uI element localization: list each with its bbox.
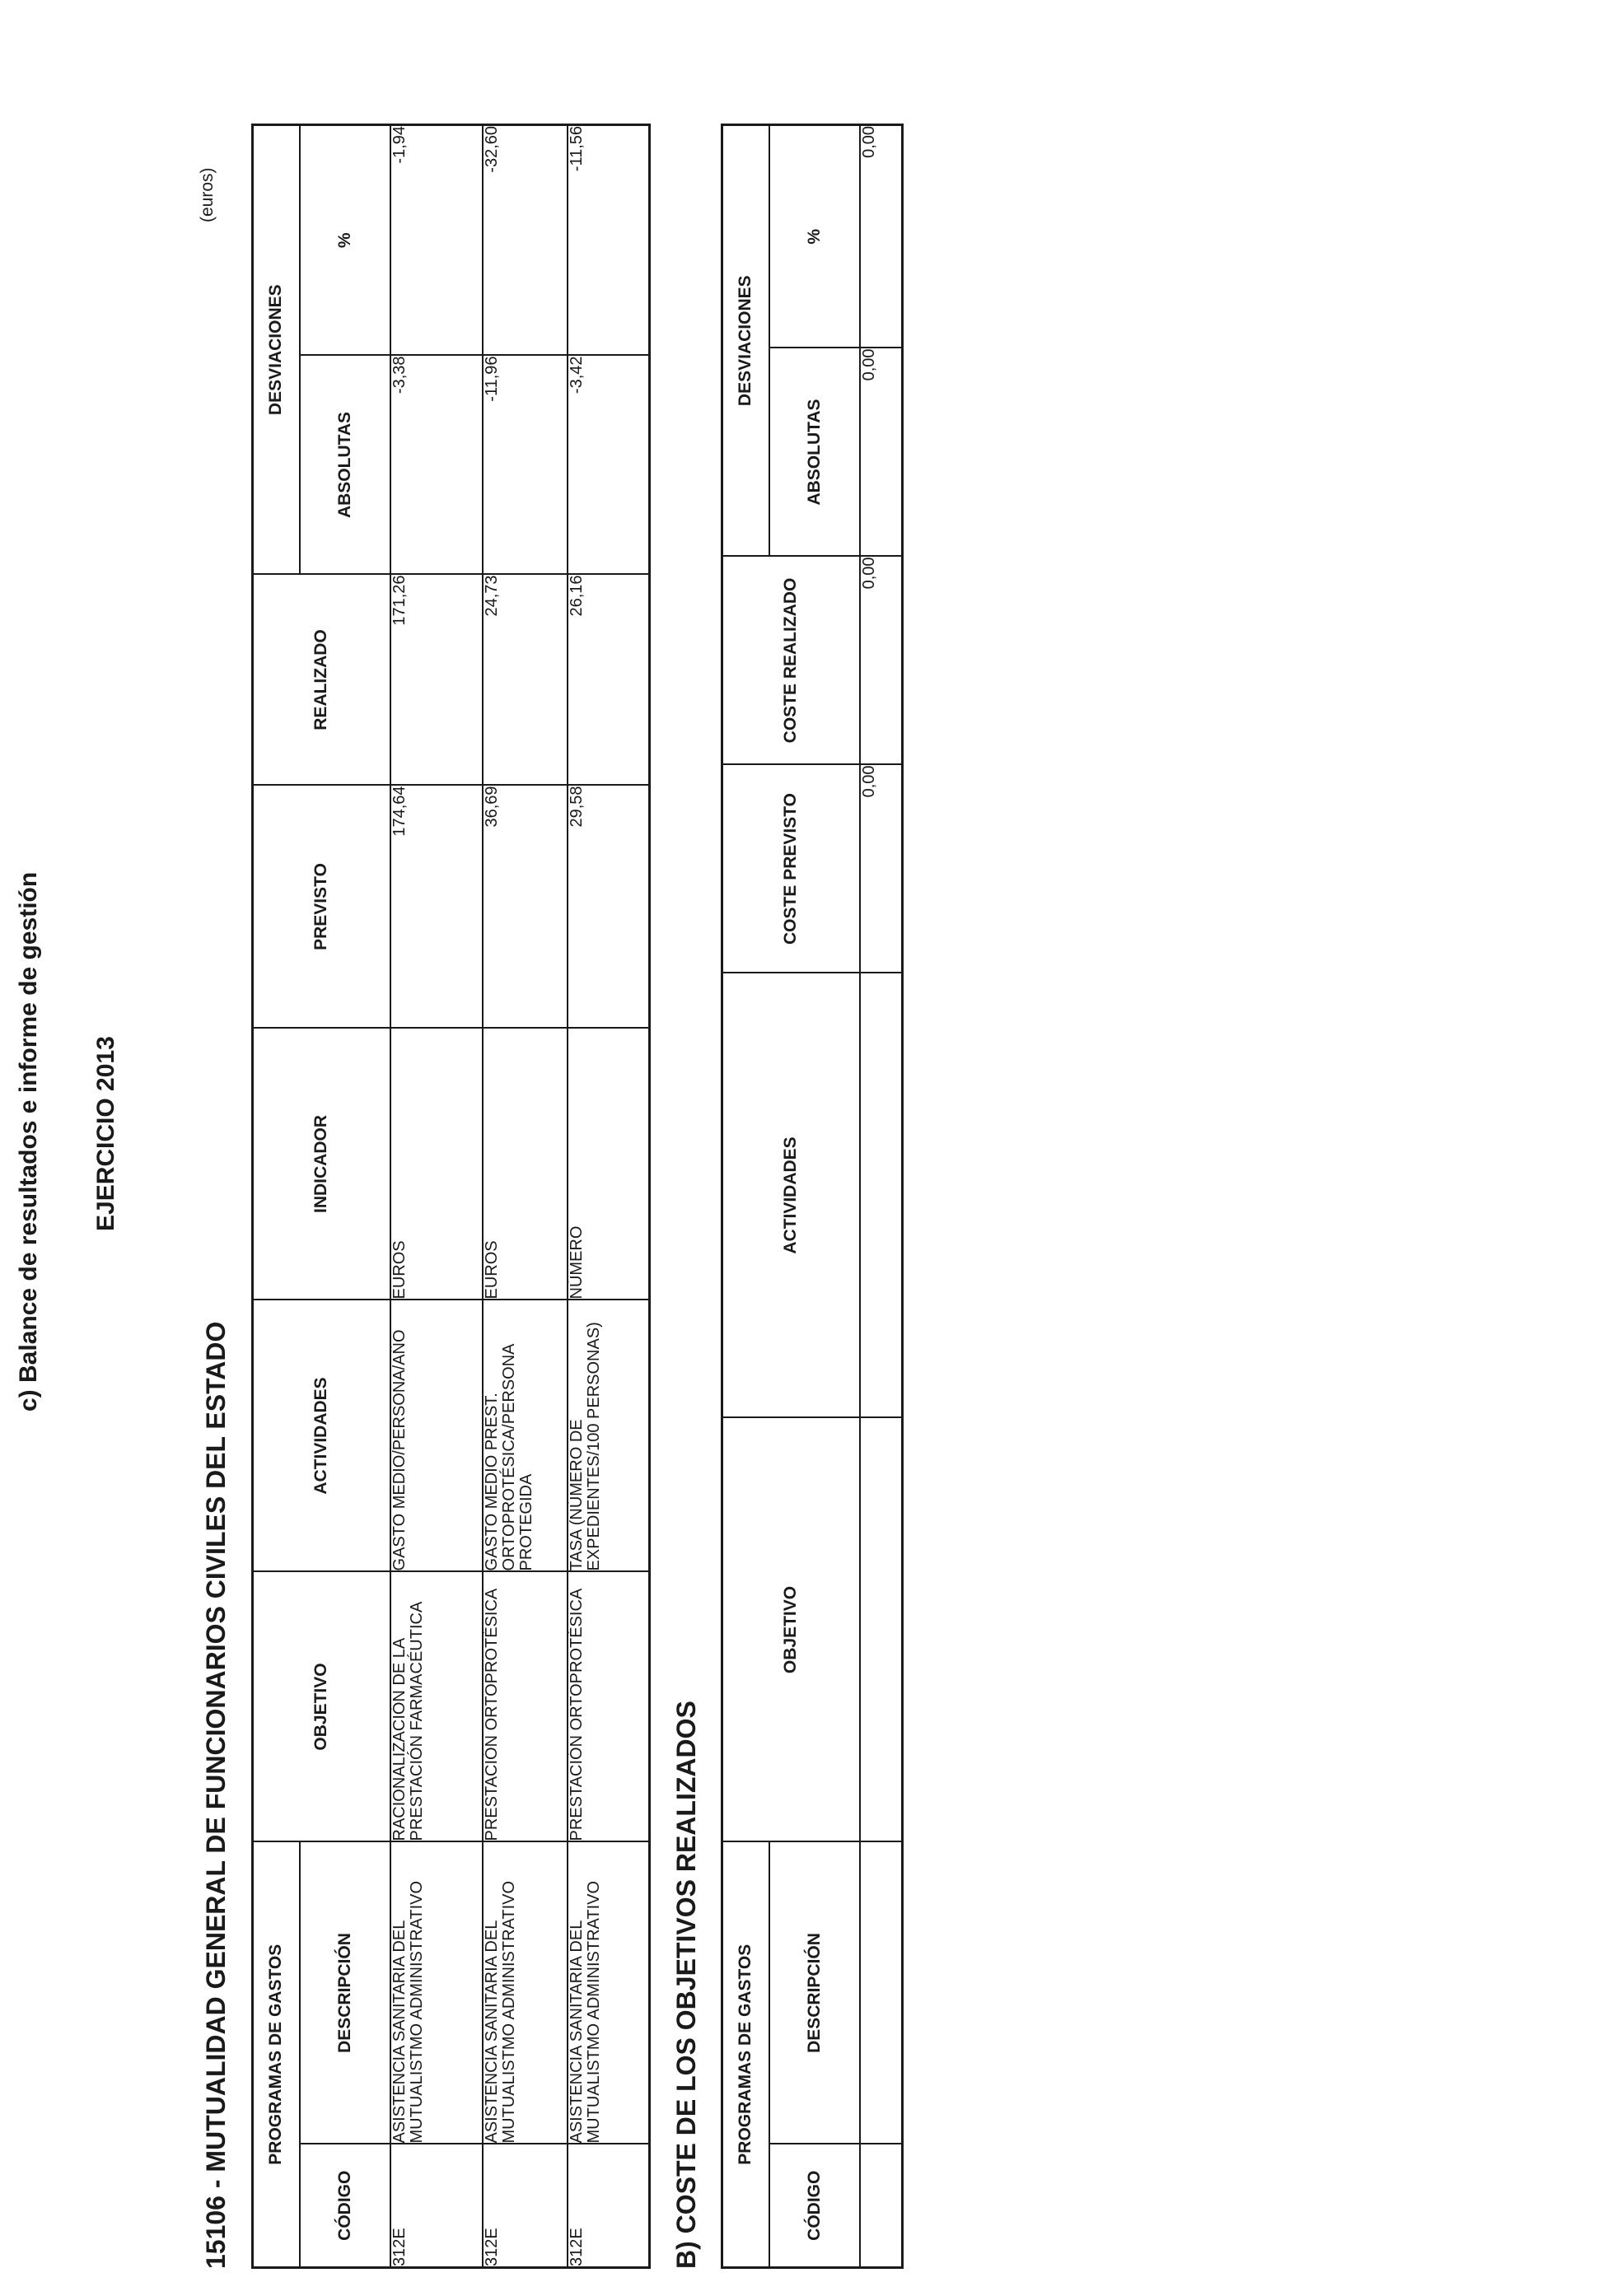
cell-objetivo: PRESTACIÓN ORTOPROTÉSICA bbox=[568, 1571, 650, 1841]
header-programas: PROGRAMAS DE GASTOS bbox=[722, 1841, 769, 2267]
section-title: c) Balance de resultados e informe de gestión bbox=[15, 871, 42, 1412]
header-actividades: ACTIVIDADES bbox=[253, 1300, 390, 1571]
cell-objetivo: PRESTACIÓN ORTOPROTÉSICA bbox=[483, 1571, 568, 1841]
results-table bbox=[251, 124, 651, 2269]
cell-previsto: 36,69 bbox=[483, 785, 568, 1028]
cell-porcentaje: -32,60 bbox=[483, 124, 568, 355]
cell-actividades bbox=[860, 973, 903, 1417]
cell-absolutas: -11,96 bbox=[483, 355, 568, 574]
cell-codigo bbox=[860, 2144, 903, 2268]
cell-actividades: GASTO MEDIO/PERSONA/AÑO bbox=[390, 1300, 483, 1571]
header-coste-previsto: COSTE PREVISTO bbox=[722, 764, 860, 973]
header-desviaciones: DESVIACIONES bbox=[253, 124, 300, 574]
cell-indicador: EUROS bbox=[483, 1028, 568, 1300]
table-row bbox=[483, 124, 568, 2267]
cell-previsto: 174,64 bbox=[390, 785, 483, 1028]
header-desviaciones: DESVIACIONES bbox=[722, 124, 769, 556]
cell-coste-previsto: 0,00 bbox=[860, 764, 903, 973]
cell-descripcion: ASISTENCIA SANITARIA DEL MUTUALISTMO ADMINISTRATIVO bbox=[568, 1841, 650, 2144]
table-row bbox=[860, 124, 903, 2267]
header-porcentaje: % bbox=[300, 124, 390, 355]
units-label: (euros) bbox=[198, 167, 217, 222]
cell-objetivo bbox=[860, 1417, 903, 1841]
exercise-title: EJERCICIO 2013 bbox=[92, 1036, 119, 1231]
cell-descripcion: ASISTENCIA SANITARIA DEL MUTUALISTMO ADMINISTRATIVO bbox=[390, 1841, 483, 2144]
cell-objetivo: RACIONALIZACIÓN DE LA PRESTACIÓN FARMACÉUTICA bbox=[390, 1571, 483, 1841]
cell-descripcion: ASISTENCIA SANITARIA DEL MUTUALISTMO ADMINISTRATIVO bbox=[483, 1841, 568, 2144]
header-porcentaje: % bbox=[769, 124, 860, 348]
cell-absolutas: -3,42 bbox=[568, 355, 650, 574]
header-previsto: PREVISTO bbox=[253, 785, 390, 1028]
header-objetivo: OBJETIVO bbox=[253, 1571, 390, 1841]
cell-realizado: 171,26 bbox=[390, 574, 483, 785]
header-indicador: INDICADOR bbox=[253, 1028, 390, 1300]
cell-realizado: 24,73 bbox=[483, 574, 568, 785]
cell-indicador: NÚMERO bbox=[568, 1028, 650, 1300]
cell-coste-realizado: 0,00 bbox=[860, 556, 903, 764]
header-descripcion: DESCRIPCIÓN bbox=[769, 1841, 860, 2144]
header-codigo: CÓDIGO bbox=[769, 2144, 860, 2268]
cell-absolutas: -3,38 bbox=[390, 355, 483, 574]
table-row bbox=[568, 124, 650, 2267]
cell-descripcion bbox=[860, 1841, 903, 2144]
header-codigo: CÓDIGO bbox=[300, 2144, 390, 2268]
header-absolutas: ABSOLUTAS bbox=[769, 348, 860, 556]
header-programas: PROGRAMAS DE GASTOS bbox=[253, 1841, 300, 2267]
cell-actividades: GASTO MEDIO PREST. ORTOPROTÉSICA/PERSONA PROTEGIDA bbox=[483, 1300, 568, 1571]
header-coste-realizado: COSTE REALIZADO bbox=[722, 556, 860, 764]
section-b-title: B) COSTE DE LOS OBJETIVOS REALIZADOS bbox=[671, 1701, 701, 2269]
header-realizado: REALIZADO bbox=[253, 574, 390, 785]
cell-realizado: 26,16 bbox=[568, 574, 650, 785]
cell-codigo: 312E bbox=[483, 2144, 568, 2268]
cell-codigo: 312E bbox=[390, 2144, 483, 2268]
cell-previsto: 29,58 bbox=[568, 785, 650, 1028]
header-descripcion: DESCRIPCIÓN bbox=[300, 1841, 390, 2144]
cell-porcentaje: -1,94 bbox=[390, 124, 483, 355]
entity-title: 15106 - MUTUALIDAD GENERAL DE FUNCIONARIOS CIVILES DEL ESTADO bbox=[201, 1321, 231, 2269]
header-actividades: ACTIVIDADES bbox=[722, 973, 860, 1417]
cell-actividades: TASA (NÚMERO DE EXPEDIENTES/100 PERSONAS) bbox=[568, 1300, 650, 1571]
cell-absolutas: 0,00 bbox=[860, 348, 903, 556]
header-objetivo: OBJETIVO bbox=[722, 1417, 860, 1841]
cell-codigo: 312E bbox=[568, 2144, 650, 2268]
table-row bbox=[390, 124, 483, 2267]
cell-porcentaje: 0,00 bbox=[860, 124, 903, 348]
cell-indicador: EUROS bbox=[390, 1028, 483, 1300]
cost-table bbox=[721, 124, 904, 2269]
header-absolutas: ABSOLUTAS bbox=[300, 355, 390, 574]
cell-porcentaje: -11,56 bbox=[568, 124, 650, 355]
